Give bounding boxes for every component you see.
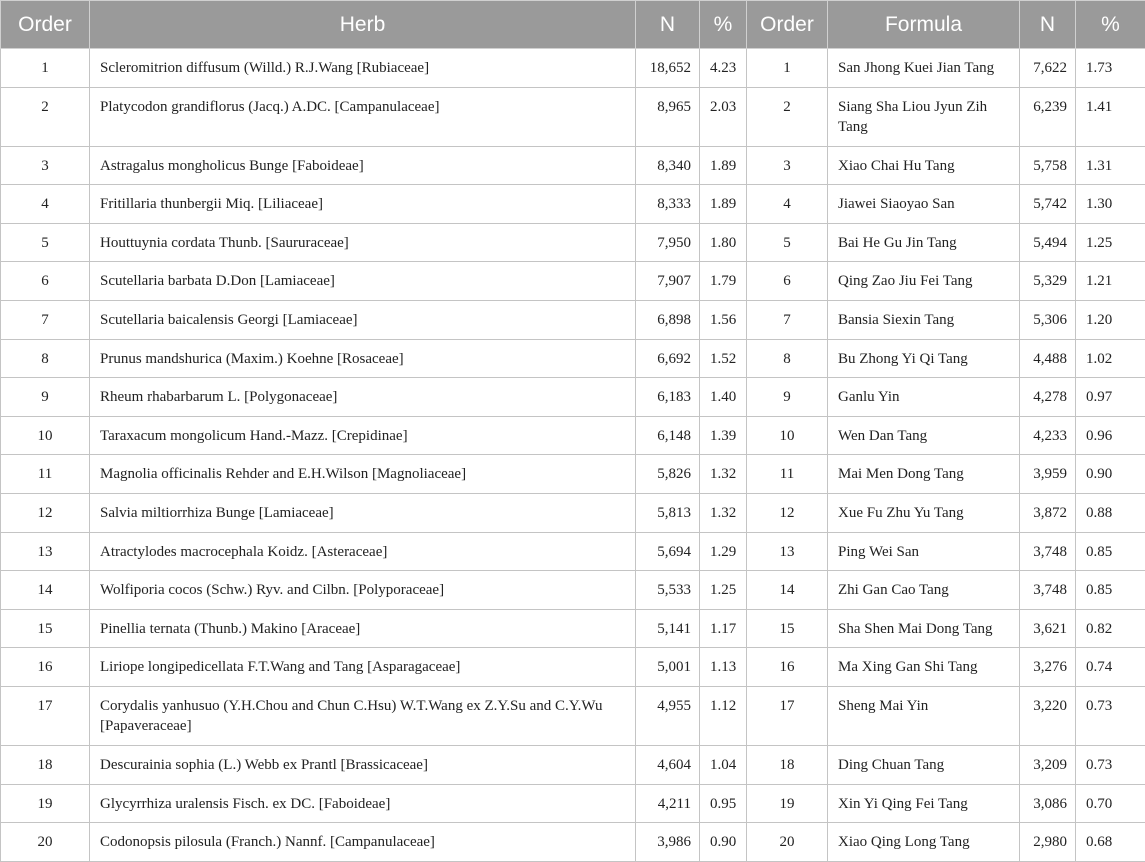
formula-pct-cell: 1.41 (1076, 87, 1145, 146)
formula-pct-cell: 1.31 (1076, 146, 1145, 185)
table-row (1, 262, 1145, 301)
table-row (1, 609, 1145, 648)
formula-n-cell: 5,742 (1020, 185, 1076, 224)
formula-pct-cell: 0.68 (1076, 823, 1145, 862)
herb-n-cell: 8,333 (636, 185, 700, 224)
herb-cell: Scutellaria barbata D.Don [Lamiaceae] (90, 262, 636, 301)
header-herb-pct: % (700, 1, 747, 49)
order-2-cell: 13 (747, 532, 828, 571)
order-2-cell: 6 (747, 262, 828, 301)
order-cell: 7 (1, 300, 90, 339)
table-row (1, 784, 1145, 823)
formula-pct-cell: 0.73 (1076, 745, 1145, 784)
herb-n-cell: 3,986 (636, 823, 700, 862)
herb-pct-cell: 1.79 (700, 262, 747, 301)
herb-pct-cell: 1.39 (700, 416, 747, 455)
formula-cell: Jiawei Siaoyao San (828, 185, 1020, 224)
order-2-cell: 1 (747, 49, 828, 88)
order-cell: 10 (1, 416, 90, 455)
formula-pct-cell: 0.85 (1076, 571, 1145, 610)
table-row (1, 300, 1145, 339)
formula-cell: Xiao Chai Hu Tang (828, 146, 1020, 185)
herb-n-cell: 6,148 (636, 416, 700, 455)
table-row (1, 571, 1145, 610)
herb-pct-cell: 1.52 (700, 339, 747, 378)
order-cell: 20 (1, 823, 90, 862)
header-order: Order (1, 1, 90, 49)
herb-cell: Astragalus mongholicus Bunge [Faboideae] (90, 146, 636, 185)
herb-n-cell: 5,826 (636, 455, 700, 494)
formula-cell: Ping Wei San (828, 532, 1020, 571)
formula-pct-cell: 1.30 (1076, 185, 1145, 224)
formula-cell: Sha Shen Mai Dong Tang (828, 609, 1020, 648)
order-cell: 14 (1, 571, 90, 610)
herb-pct-cell: 1.80 (700, 223, 747, 262)
formula-n-cell: 4,278 (1020, 378, 1076, 417)
table-row (1, 49, 1145, 88)
formula-n-cell: 4,488 (1020, 339, 1076, 378)
herb-n-cell: 5,141 (636, 609, 700, 648)
formula-cell: Ganlu Yin (828, 378, 1020, 417)
formula-pct-cell: 1.73 (1076, 49, 1145, 88)
order-2-cell: 4 (747, 185, 828, 224)
herb-n-cell: 8,965 (636, 87, 700, 146)
herb-pct-cell: 1.13 (700, 648, 747, 687)
formula-cell: Sheng Mai Yin (828, 686, 1020, 745)
formula-pct-cell: 1.20 (1076, 300, 1145, 339)
order-2-cell: 19 (747, 784, 828, 823)
order-cell: 19 (1, 784, 90, 823)
order-2-cell: 11 (747, 455, 828, 494)
herb-cell: Liriope longipedicellata F.T.Wang and Tang [Asparagaceae] (90, 648, 636, 687)
header-herb: Herb (90, 1, 636, 49)
order-cell: 9 (1, 378, 90, 417)
table-row (1, 416, 1145, 455)
herb-cell: Platycodon grandiflorus (Jacq.) A.DC. [Campanulaceae] (90, 87, 636, 146)
herb-cell: Rheum rhabarbarum L. [Polygonaceae] (90, 378, 636, 417)
herb-n-cell: 5,001 (636, 648, 700, 687)
herb-cell: Scleromitrion diffusum (Willd.) R.J.Wang [Rubiaceae] (90, 49, 636, 88)
formula-pct-cell: 0.97 (1076, 378, 1145, 417)
formula-cell: Bu Zhong Yi Qi Tang (828, 339, 1020, 378)
formula-pct-cell: 0.96 (1076, 416, 1145, 455)
table-row (1, 185, 1145, 224)
header-order-2: Order (747, 1, 828, 49)
herb-cell: Pinellia ternata (Thunb.) Makino [Araceae] (90, 609, 636, 648)
formula-pct-cell: 0.85 (1076, 532, 1145, 571)
header-herb-n: N (636, 1, 700, 49)
herb-cell: Scutellaria baicalensis Georgi [Lamiaceae] (90, 300, 636, 339)
herb-pct-cell: 1.32 (700, 493, 747, 532)
formula-cell: Bai He Gu Jin Tang (828, 223, 1020, 262)
formula-n-cell: 3,748 (1020, 532, 1076, 571)
header-formula-n: N (1020, 1, 1076, 49)
order-cell: 13 (1, 532, 90, 571)
formula-pct-cell: 0.82 (1076, 609, 1145, 648)
formula-n-cell: 3,621 (1020, 609, 1076, 648)
formula-cell: Xin Yi Qing Fei Tang (828, 784, 1020, 823)
formula-n-cell: 3,220 (1020, 686, 1076, 745)
order-2-cell: 16 (747, 648, 828, 687)
order-2-cell: 15 (747, 609, 828, 648)
formula-n-cell: 4,233 (1020, 416, 1076, 455)
table-row (1, 493, 1145, 532)
herb-pct-cell: 1.89 (700, 146, 747, 185)
order-cell: 18 (1, 745, 90, 784)
order-cell: 5 (1, 223, 90, 262)
order-2-cell: 9 (747, 378, 828, 417)
herb-cell: Houttuynia cordata Thunb. [Saururaceae] (90, 223, 636, 262)
herb-n-cell: 6,183 (636, 378, 700, 417)
formula-n-cell: 3,086 (1020, 784, 1076, 823)
herb-n-cell: 7,950 (636, 223, 700, 262)
table-row (1, 223, 1145, 262)
formula-pct-cell: 1.21 (1076, 262, 1145, 301)
formula-pct-cell: 0.73 (1076, 686, 1145, 745)
order-cell: 16 (1, 648, 90, 687)
table-row (1, 532, 1145, 571)
formula-n-cell: 3,748 (1020, 571, 1076, 610)
formula-n-cell: 3,959 (1020, 455, 1076, 494)
formula-cell: Zhi Gan Cao Tang (828, 571, 1020, 610)
herb-cell: Codonopsis pilosula (Franch.) Nannf. [Campanulaceae] (90, 823, 636, 862)
formula-n-cell: 6,239 (1020, 87, 1076, 146)
herb-pct-cell: 0.95 (700, 784, 747, 823)
table-row (1, 648, 1145, 687)
herb-pct-cell: 1.25 (700, 571, 747, 610)
order-cell: 15 (1, 609, 90, 648)
order-cell: 8 (1, 339, 90, 378)
herb-n-cell: 4,955 (636, 686, 700, 745)
herb-n-cell: 5,694 (636, 532, 700, 571)
formula-pct-cell: 0.90 (1076, 455, 1145, 494)
herb-cell: Fritillaria thunbergii Miq. [Liliaceae] (90, 185, 636, 224)
herb-cell: Wolfiporia cocos (Schw.) Ryv. and Cilbn. [Polyporaceae] (90, 571, 636, 610)
formula-cell: Wen Dan Tang (828, 416, 1020, 455)
formula-cell: San Jhong Kuei Jian Tang (828, 49, 1020, 88)
table-row (1, 378, 1145, 417)
formula-cell: Xiao Qing Long Tang (828, 823, 1020, 862)
herb-n-cell: 6,898 (636, 300, 700, 339)
formula-n-cell: 2,980 (1020, 823, 1076, 862)
herb-pct-cell: 1.32 (700, 455, 747, 494)
herb-pct-cell: 0.90 (700, 823, 747, 862)
table-row (1, 686, 1145, 745)
table-header-row (1, 1, 1145, 49)
herb-n-cell: 5,533 (636, 571, 700, 610)
herb-n-cell: 18,652 (636, 49, 700, 88)
herb-n-cell: 4,211 (636, 784, 700, 823)
formula-pct-cell: 1.02 (1076, 339, 1145, 378)
herb-pct-cell: 2.03 (700, 87, 747, 146)
herb-cell: Salvia miltiorrhiza Bunge [Lamiaceae] (90, 493, 636, 532)
table-row (1, 455, 1145, 494)
table-row (1, 823, 1145, 862)
order-cell: 1 (1, 49, 90, 88)
herb-cell: Corydalis yanhusuo (Y.H.Chou and Chun C.Hsu) W.T.Wang ex Z.Y.Su and C.Y.Wu [Papaveraceae] (90, 686, 636, 745)
herb-n-cell: 6,692 (636, 339, 700, 378)
order-cell: 12 (1, 493, 90, 532)
order-cell: 4 (1, 185, 90, 224)
order-cell: 17 (1, 686, 90, 745)
formula-n-cell: 5,494 (1020, 223, 1076, 262)
herb-pct-cell: 1.89 (700, 185, 747, 224)
formula-cell: Qing Zao Jiu Fei Tang (828, 262, 1020, 301)
order-cell: 2 (1, 87, 90, 146)
table-row (1, 745, 1145, 784)
order-2-cell: 20 (747, 823, 828, 862)
formula-n-cell: 7,622 (1020, 49, 1076, 88)
table-row (1, 339, 1145, 378)
formula-cell: Mai Men Dong Tang (828, 455, 1020, 494)
formula-n-cell: 3,872 (1020, 493, 1076, 532)
herb-pct-cell: 1.17 (700, 609, 747, 648)
table-row (1, 87, 1145, 146)
herb-cell: Glycyrrhiza uralensis Fisch. ex DC. [Faboideae] (90, 784, 636, 823)
herb-n-cell: 4,604 (636, 745, 700, 784)
order-cell: 11 (1, 455, 90, 494)
order-2-cell: 14 (747, 571, 828, 610)
herb-cell: Prunus mandshurica (Maxim.) Koehne [Rosaceae] (90, 339, 636, 378)
formula-n-cell: 3,209 (1020, 745, 1076, 784)
order-2-cell: 3 (747, 146, 828, 185)
formula-n-cell: 5,306 (1020, 300, 1076, 339)
formula-pct-cell: 0.74 (1076, 648, 1145, 687)
order-2-cell: 10 (747, 416, 828, 455)
herb-pct-cell: 1.04 (700, 745, 747, 784)
header-formula-pct: % (1076, 1, 1145, 49)
herb-cell: Descurainia sophia (L.) Webb ex Prantl [Brassicaceae] (90, 745, 636, 784)
herb-n-cell: 7,907 (636, 262, 700, 301)
formula-cell: Xue Fu Zhu Yu Tang (828, 493, 1020, 532)
herb-n-cell: 5,813 (636, 493, 700, 532)
order-2-cell: 18 (747, 745, 828, 784)
order-2-cell: 5 (747, 223, 828, 262)
order-2-cell: 7 (747, 300, 828, 339)
order-cell: 6 (1, 262, 90, 301)
order-cell: 3 (1, 146, 90, 185)
herb-cell: Magnolia officinalis Rehder and E.H.Wilson [Magnoliaceae] (90, 455, 636, 494)
formula-pct-cell: 0.70 (1076, 784, 1145, 823)
herb-pct-cell: 1.40 (700, 378, 747, 417)
formula-n-cell: 3,276 (1020, 648, 1076, 687)
herb-cell: Taraxacum mongolicum Hand.-Mazz. [Crepidinae] (90, 416, 636, 455)
formula-pct-cell: 1.25 (1076, 223, 1145, 262)
herb-pct-cell: 4.23 (700, 49, 747, 88)
formula-cell: Siang Sha Liou Jyun Zih Tang (828, 87, 1020, 146)
order-2-cell: 8 (747, 339, 828, 378)
herb-pct-cell: 1.56 (700, 300, 747, 339)
herb-pct-cell: 1.29 (700, 532, 747, 571)
formula-cell: Ma Xing Gan Shi Tang (828, 648, 1020, 687)
herb-pct-cell: 1.12 (700, 686, 747, 745)
formula-n-cell: 5,329 (1020, 262, 1076, 301)
table-row (1, 146, 1145, 185)
herb-n-cell: 8,340 (636, 146, 700, 185)
order-2-cell: 2 (747, 87, 828, 146)
formula-cell: Ding Chuan Tang (828, 745, 1020, 784)
formula-pct-cell: 0.88 (1076, 493, 1145, 532)
herb-cell: Atractylodes macrocephala Koidz. [Asteraceae] (90, 532, 636, 571)
formula-n-cell: 5,758 (1020, 146, 1076, 185)
header-formula: Formula (828, 1, 1020, 49)
order-2-cell: 17 (747, 686, 828, 745)
formula-cell: Bansia Siexin Tang (828, 300, 1020, 339)
order-2-cell: 12 (747, 493, 828, 532)
